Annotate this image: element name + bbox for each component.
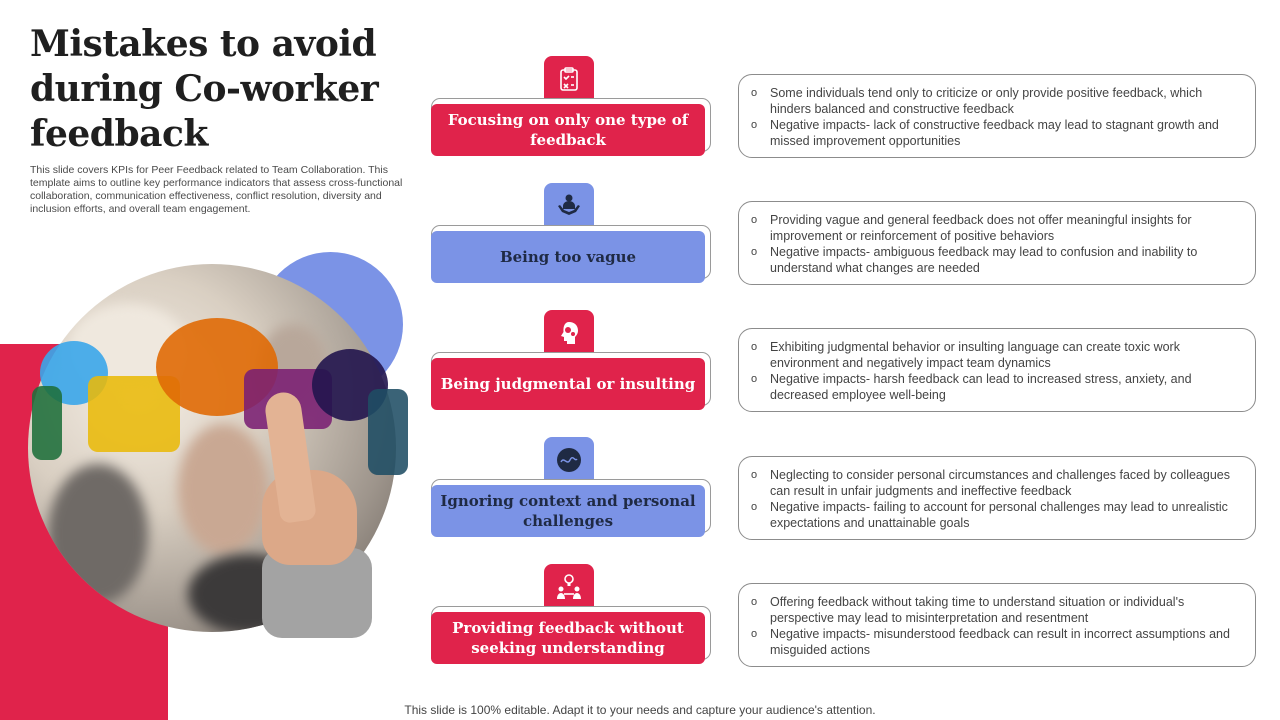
- item-4-point-1: o Neglecting to consider personal circumstances and challenges faced by colleagues can result in unfair judgments and ineffective feedback: [769, 467, 1233, 499]
- item-1-description-box: [738, 74, 1256, 158]
- item-4-icon-tab: [544, 437, 594, 483]
- item-3-point-2: o Negative impacts- harsh feedback can lead to increased stress, anxiety, and decreased employee well-being: [769, 371, 1233, 403]
- person-hands-icon: [555, 192, 583, 220]
- item-2-icon-tab: [544, 183, 594, 229]
- item-5-icon-tab: [544, 564, 594, 610]
- item-5-description-box: [738, 583, 1256, 667]
- item-5-point-1: o Offering feedback without taking time to understand situation or individual's perspective may lead to misinterpretation and resentment: [769, 594, 1233, 626]
- item-3-description-box: [738, 328, 1256, 412]
- head-gears-icon: [555, 319, 583, 347]
- item-3-point-1: o Exhibiting judgmental behavior or insulting language can create toxic work environment and negatively impact team dynamics: [769, 339, 1233, 371]
- item-3-label: Being judgmental or insulting: [431, 358, 705, 410]
- clipboard-check-icon: [555, 65, 583, 93]
- people-idea-icon: [555, 573, 583, 601]
- slide-title: Mistakes to avoid during Co-worker feedback: [30, 23, 379, 155]
- item-5-label: Providing feedback without seeking understanding: [431, 612, 705, 664]
- item-5-point-2: o Negative impacts- misunderstood feedback can result in incorrect assumptions and misguided actions: [769, 626, 1233, 658]
- item-2-description-box: [738, 201, 1256, 285]
- item-1-icon-tab: [544, 56, 594, 102]
- item-2-point-1: o Providing vague and general feedback does not offer meaningful insights for improvement or reinforcement of positive behaviors: [769, 212, 1233, 244]
- item-2-label: Being too vague: [431, 231, 705, 283]
- item-1-point-2: o Negative impacts- lack of constructive feedback may lead to stagnant growth and missed improvement opportunities: [769, 117, 1233, 149]
- item-4-label: Ignoring context and personal challenges: [431, 485, 705, 537]
- slide-description: This slide covers KPIs for Peer Feedback related to Team Collaboration. This template aims to outline key performance indicators that assess cross-functional collaboration, communication effectiveness, conflict resolution, diversity and inclusion efforts, and overall team engagement.: [30, 164, 403, 215]
- item-2-point-2: o Negative impacts- ambiguous feedback may lead to confusion and inability to understand what changes are needed: [769, 244, 1233, 276]
- slide-footer: This slide is 100% editable. Adapt it to your needs and capture your audience's attention.: [404, 703, 876, 717]
- item-1-label: Focusing on only one type of feedback: [431, 104, 705, 156]
- item-4-point-2: o Negative impacts- failing to account for personal challenges may lead to unrealistic expectations and unattainable goals: [769, 499, 1233, 531]
- item-3-icon-tab: [544, 310, 594, 356]
- item-1-point-1: o Some individuals tend only to criticize or only provide positive feedback, which hinders balanced and constructive feedback: [769, 85, 1233, 117]
- circle-graph-icon: [555, 446, 583, 474]
- item-4-description-box: [738, 456, 1256, 540]
